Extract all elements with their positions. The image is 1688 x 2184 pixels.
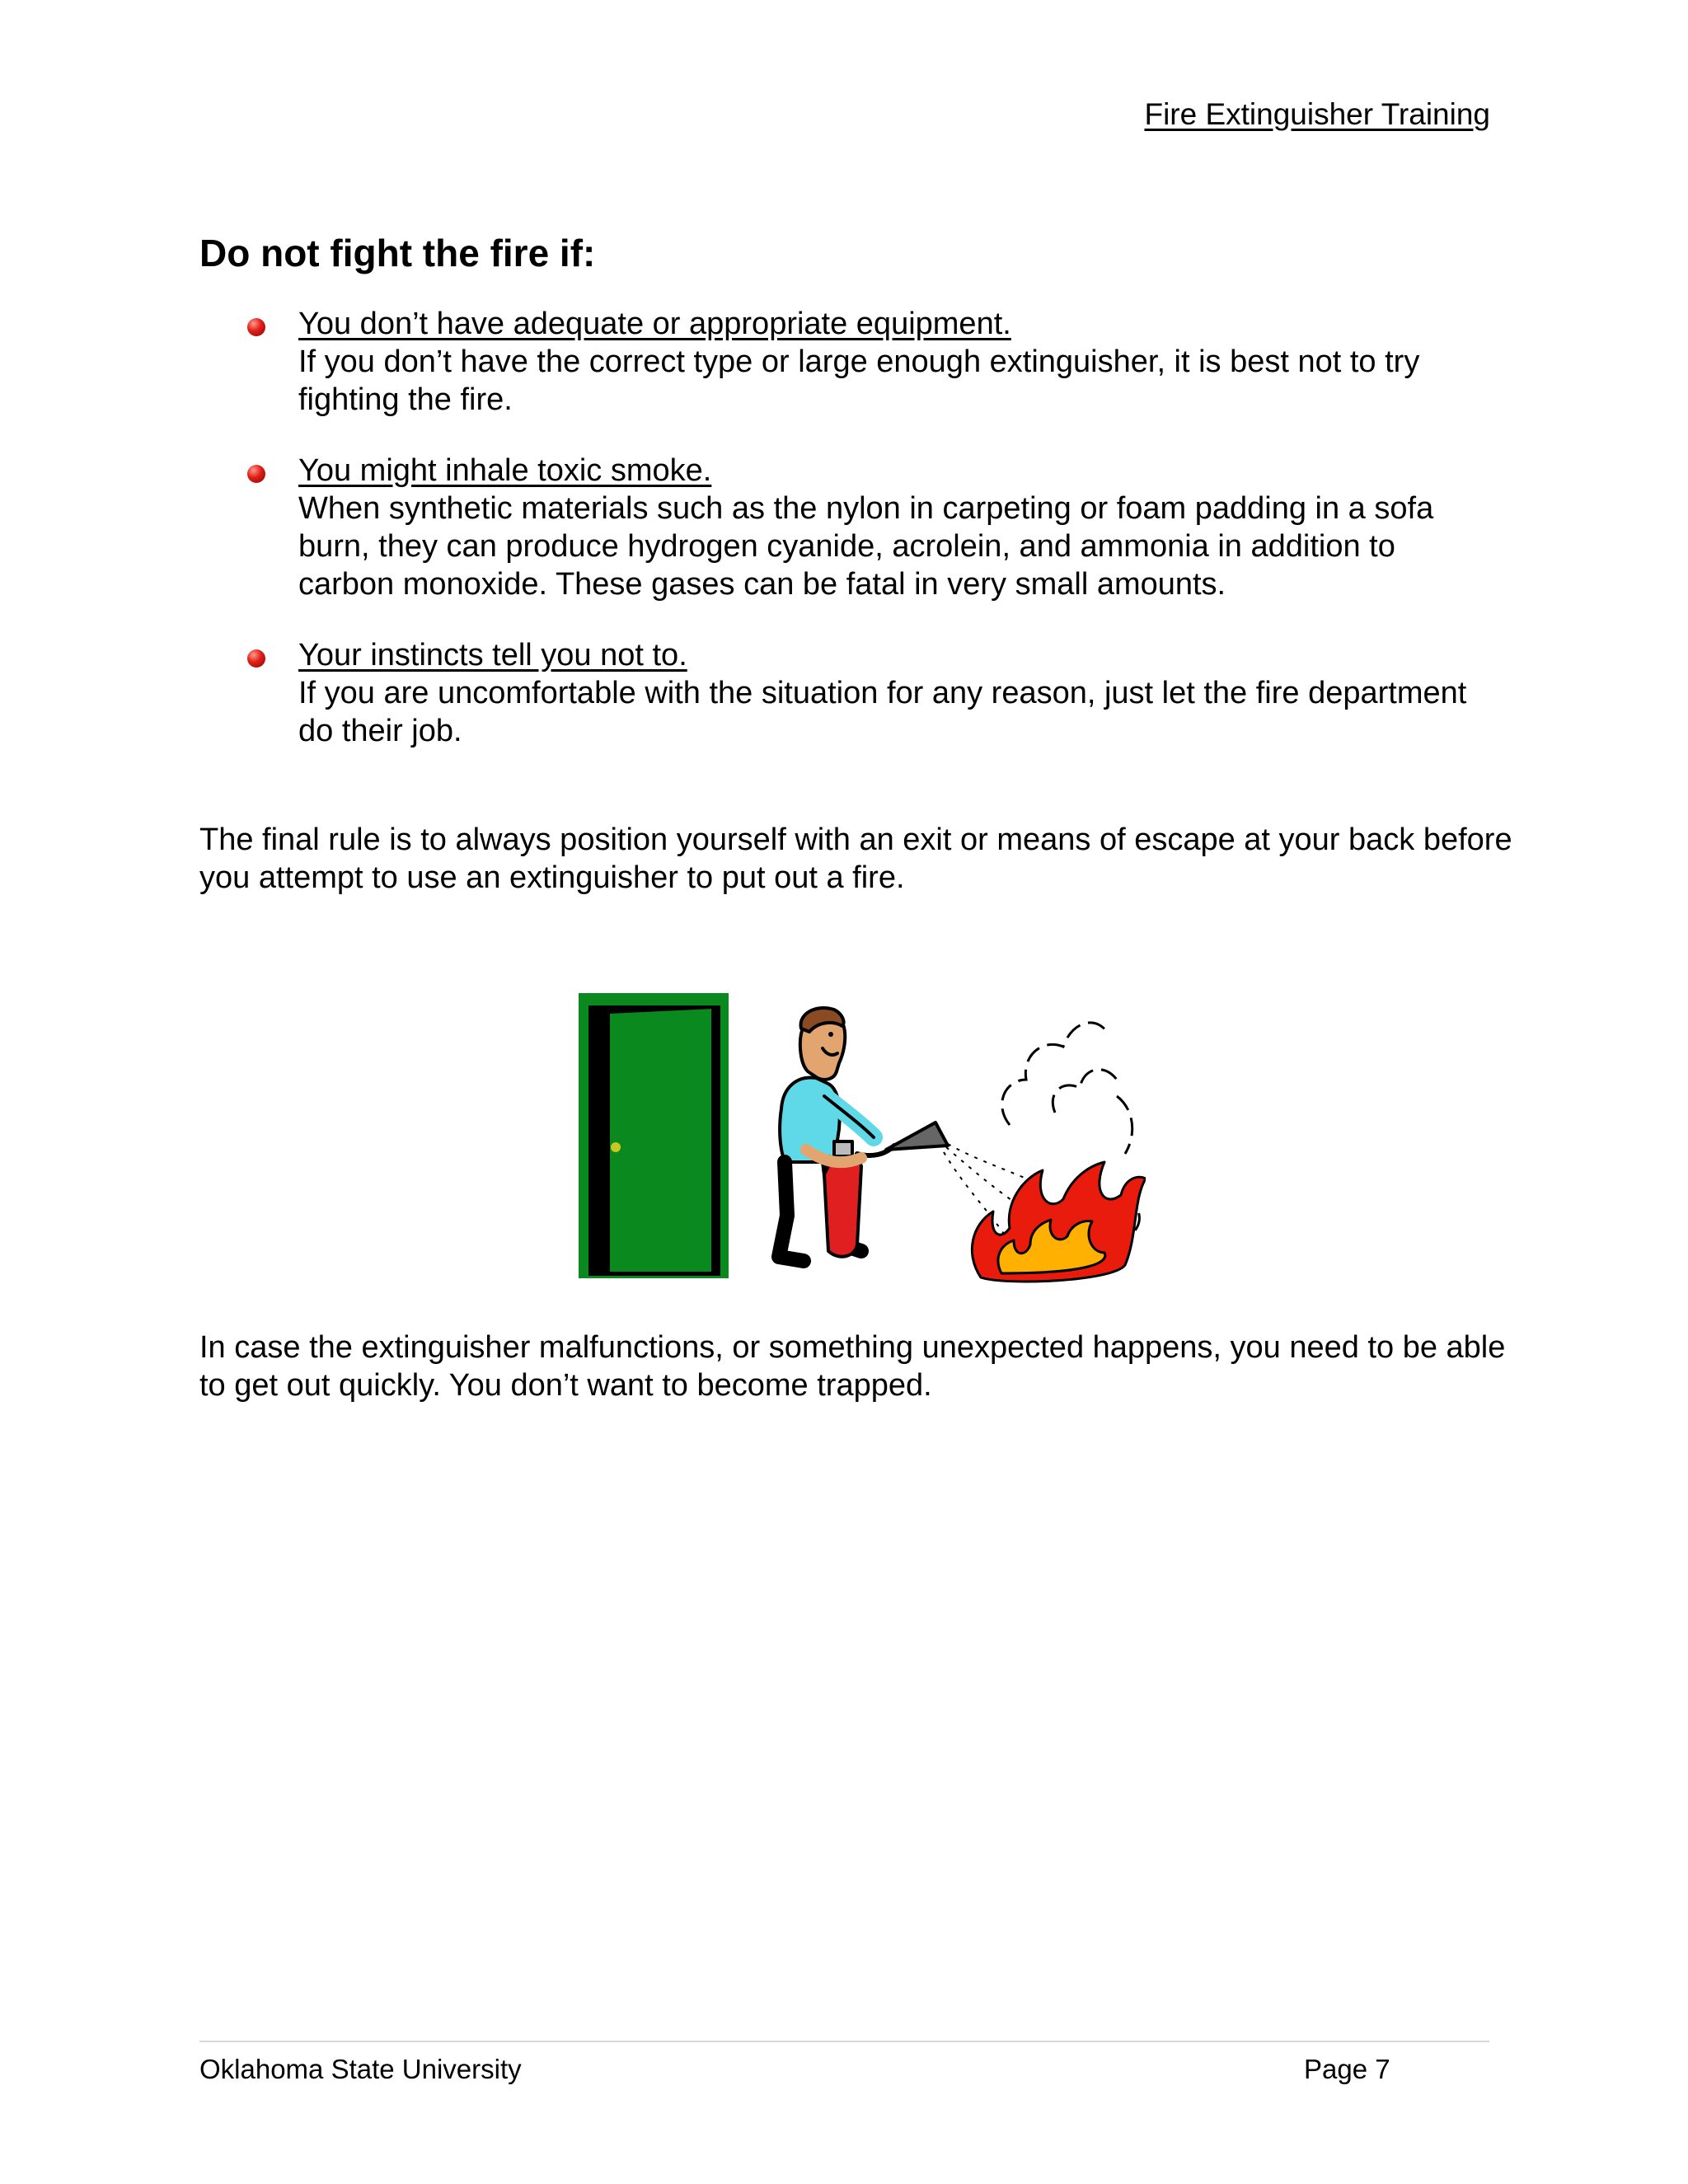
door-icon: [579, 993, 729, 1278]
page-number: Page 7: [1304, 2054, 1390, 2084]
footer-divider: [199, 2041, 1489, 2042]
person-with-extinguisher-icon: [779, 1008, 948, 1261]
red-bullet-icon: [247, 318, 265, 336]
warning-list: [244, 305, 1497, 750]
section-heading: Do not fight the fire if:: [199, 232, 596, 274]
bullet-body: When synthetic materials such as the nylon in carpeting or foam padding in a sofa burn, they can produce hydrogen cyanide, acrolein, and ammonia in addition to carbon monoxide. These gases can be fatal in very small amounts.: [298, 491, 1434, 602]
list-item: [244, 636, 1497, 750]
bullet-title: You might inhale toxic smoke.: [298, 453, 712, 488]
footer-organization: Oklahoma State University: [199, 2054, 522, 2084]
fire-icon: [972, 1162, 1146, 1282]
bullet-body: If you are uncomfortable with the situation for any reason, just let the fire department do their job.: [298, 676, 1467, 748]
list-item: [244, 305, 1497, 419]
bullet-title: You don’t have adequate or appropriate equipment.: [298, 307, 1011, 341]
running-header: Fire Extinguisher Training: [1144, 97, 1490, 131]
final-rule-paragraph: The final rule is to always position yourself with an exit or means of escape at your back before you attempt to use an extinguisher to put out a fire.: [199, 823, 1512, 895]
list-item: [244, 452, 1497, 603]
malfunction-paragraph: In case the extinguisher malfunctions, or something unexpected happens, you need to be able to get out quickly. You don’t want to become trapped.: [199, 1330, 1506, 1403]
escape-route-illustration: [577, 989, 1146, 1294]
bullet-body: If you don’t have the correct type or large enough extinguisher, it is best not to try fighting the fire.: [298, 344, 1420, 417]
bullet-title: Your instincts tell you not to.: [298, 638, 687, 673]
red-bullet-icon: [247, 649, 265, 668]
red-bullet-icon: [247, 465, 265, 483]
